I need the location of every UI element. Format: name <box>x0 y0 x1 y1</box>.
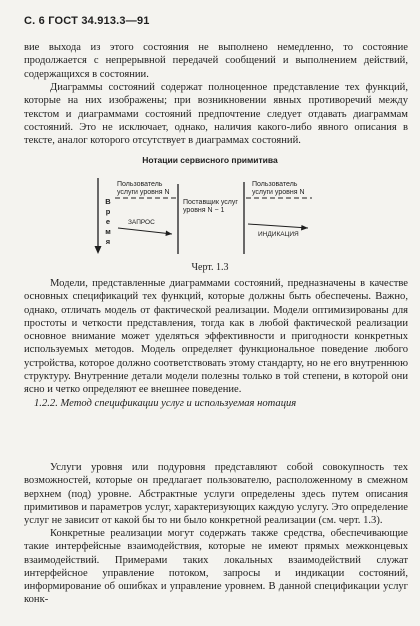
request-label: ЗАПРОС <box>128 219 155 226</box>
right-user-label: услуги уровня N <box>252 189 305 196</box>
left-user-label: услуги уровня N <box>117 189 170 196</box>
request-arrow <box>118 228 172 234</box>
paragraph-1: вие выхода из этого состояния не выполнено немедленно, то состояние продолжается с непрерывной передачей сообщений и выполнением действий, содержащихся в состоянии. <box>24 42 408 80</box>
indication-arrow-head <box>301 225 308 231</box>
right-user-label: Пользователь <box>252 181 298 188</box>
request-arrow-head <box>166 231 173 237</box>
paragraph-3: Модели, представленные диаграммами состояний, предназначены в качестве основных спецификаций тех функций, которые должны быть обеспечены. Важно, однако, отличать модель от фактической реализации. Модели оптимизированы для простоты и четкости представления, тогда как в любой фактической реализации основное внимание может уделяться эффективности и пригодности конкретных используемых методов. Модель определяет функциональное поведение любого устройства, которое должно соответствовать этому стандарту, но не его внутреннюю структуру. Внутренние детали модели полезны только в той степени, в которой они ясно и четко определяют ее внешнее поведение. <box>24 278 408 396</box>
service-primitive-diagram <box>0 170 420 260</box>
time-label-char: я <box>105 237 111 246</box>
diagram-title: Нотации сервисного примитива <box>142 155 278 165</box>
provider-label: Поставщик услуг <box>183 199 238 206</box>
provider-label: уровня N − 1 <box>183 207 225 214</box>
body-block <box>24 277 408 410</box>
section-heading <box>24 397 408 410</box>
figure-caption: Черт. 1.3 <box>191 262 229 273</box>
paragraph-5: Конкретные реализации могут содержать также средства, обеспечивающие такие интерфейсные взаимодействия, которые не имеют прямых межконцевых взаимодействий. Примерами таких локальных взаимодействий служат интерфейсное управление потоком, запросы и индикации состояний, информирование об ошибках и управление уровнем. В данной спецификации услуг конк- <box>24 528 408 606</box>
time-label-char: е <box>105 217 111 226</box>
paragraph-4: Услуги уровня или подуровня представляют собой совокупность тех возможностей, которые он предлагает пользователю, расположенному в смежном верхнем (под) уровне. Абстрактные услуги определены здесь путем описания примитивов и параметров услуг, характеризующих каждую услугу. Это определение услуг не зависит от какой бы то ни было конкретной реализации (см. черт. 1.3). <box>24 462 408 527</box>
time-label-char: м <box>105 227 111 236</box>
time-label-char: В <box>105 197 111 206</box>
paragraph-2: Диаграммы состояний содержат полноценное представление тех функций, которые на них изображены; при возникновении явных противоречий между текстом и диаграммами состояний предпочтение следует отдавать диаграммам состояний. Это не исключает, однако, наличия какого-либо явного описания в тексте, аналог которого отсутствует в диаграммах состояний. <box>24 82 408 147</box>
section-heading-text: 1.2.2. Метод спецификации услуг и используемая нотация <box>34 397 297 409</box>
time-arrow-head <box>95 246 102 254</box>
page-header: С. 6 ГОСТ 34.913.3—91 <box>24 15 150 27</box>
time-label-char: р <box>105 207 111 216</box>
indication-label: ИНДИКАЦИЯ <box>258 231 299 238</box>
indication-arrow <box>248 224 308 228</box>
left-user-label: Пользователь <box>117 181 163 188</box>
